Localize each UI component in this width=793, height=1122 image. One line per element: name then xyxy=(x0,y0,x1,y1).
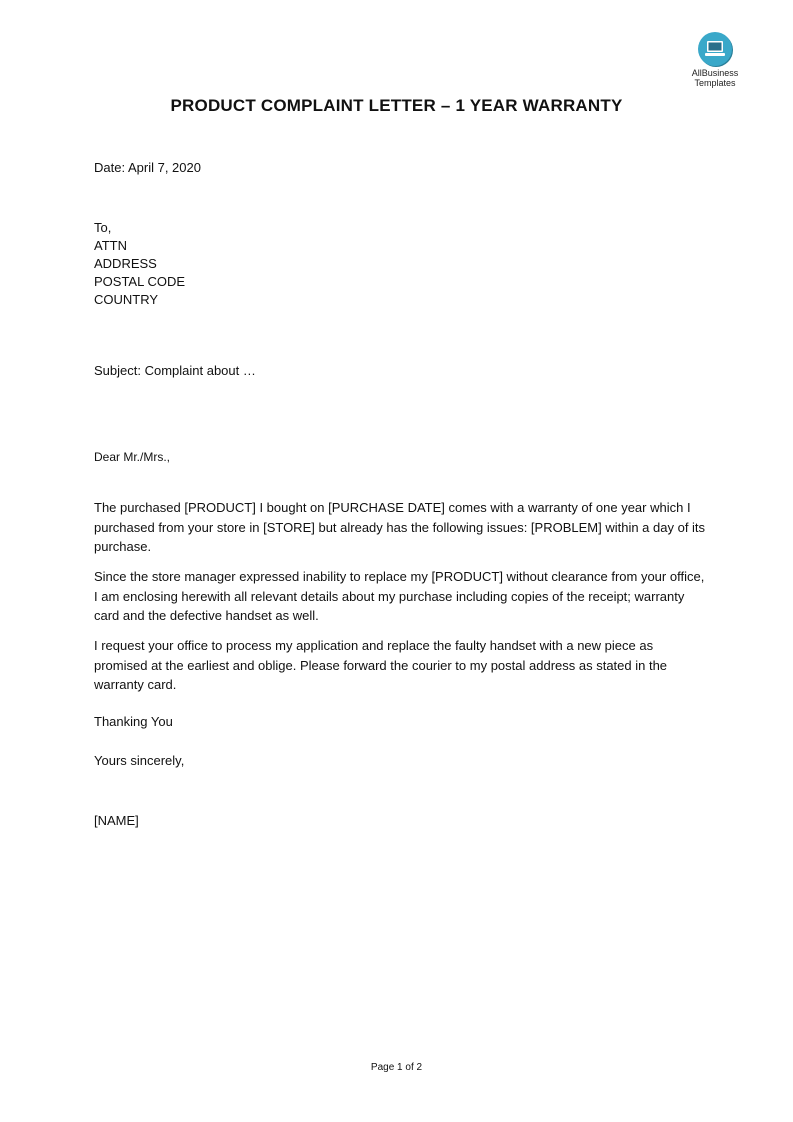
body-paragraph-3: I request your office to process my application and replace the faulty handset with a new piece as promised at the earliest and oblige. Please forward the courier to my postal address as stated in the warranty card. xyxy=(94,638,668,692)
page-number: Page 1 of 2 xyxy=(370,1062,423,1073)
logo-text-line1: AllBusiness xyxy=(691,68,739,78)
signer-name: [NAME] xyxy=(94,813,139,828)
address-country: COUNTRY xyxy=(94,292,159,307)
letter-closing: Yours sincerely, xyxy=(94,753,185,768)
body-paragraph-2: Since the store manager expressed inability to replace my [PRODUCT] without clearance from your office, I am enclosing herewith all relevant details about my purchase including copies of the receipt; warranty card and the defective handset as well. xyxy=(94,569,705,623)
logo-text xyxy=(684,68,746,88)
logo-text-line2: Templates xyxy=(694,78,736,88)
recipient-address xyxy=(94,219,704,309)
letter-salutation: Dear Mr./Mrs., xyxy=(94,450,171,464)
laptop-icon xyxy=(704,40,726,58)
body-paragraph-1: The purchased [PRODUCT] I bought on [PURCHASE DATE] comes with a warranty of one year which I purchased from your store in [STORE] but already has the following issues: [PROBLEM] within a day of its purchase. xyxy=(94,500,706,554)
letter-date: Date: April 7, 2020 xyxy=(94,160,201,175)
allbusiness-logo xyxy=(684,32,746,88)
letter-subject: Subject: Complaint about … xyxy=(94,363,256,378)
document-title: PRODUCT COMPLAINT LETTER – 1 YEAR WARRANTY xyxy=(170,96,623,115)
logo-badge xyxy=(698,32,732,66)
address-postal-code: POSTAL CODE xyxy=(94,274,186,289)
letter-thanks: Thanking You xyxy=(94,714,173,729)
address-attn: ATTN xyxy=(94,238,127,253)
address-line: ADDRESS xyxy=(94,256,157,271)
address-to: To, xyxy=(94,220,112,235)
